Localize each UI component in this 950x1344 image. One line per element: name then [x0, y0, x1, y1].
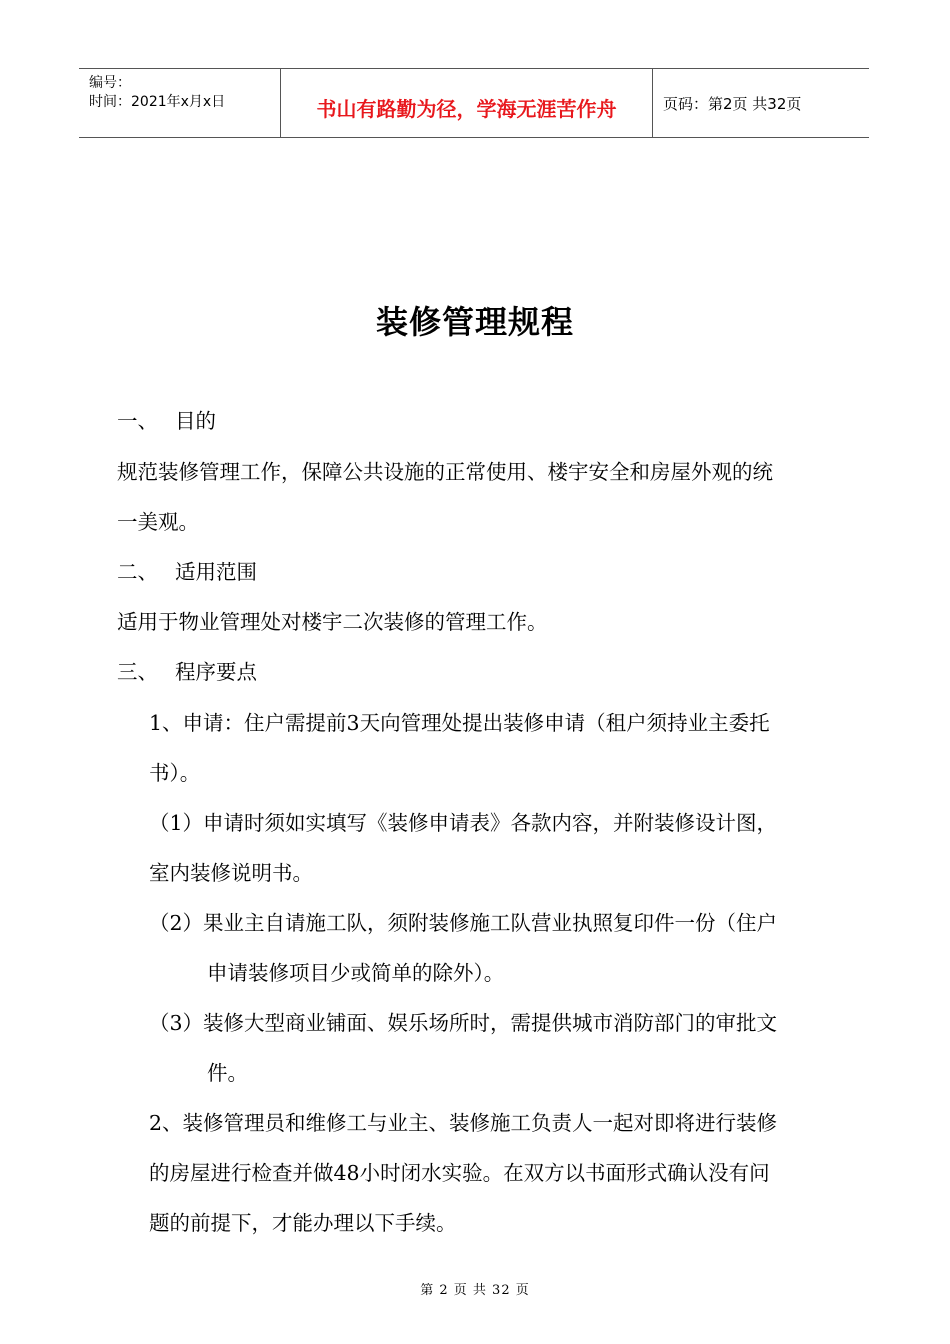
sub-item-line: （1）申请时须如实填写《装修申请表》各款内容，并附装修设计图，	[149, 811, 778, 835]
paragraph-line: 规范装修管理工作，保障公共设施的正常使用、楼宇安全和房屋外观的统	[117, 460, 773, 484]
page-footer: 第 2 页 共 32 页	[420, 1283, 530, 1298]
list-item-line: 的房屋进行检查并做48小时闭水实验。在双方以书面形式确认没有问	[149, 1161, 770, 1185]
time-label: 时间：2021年x月x日	[89, 94, 226, 110]
sub-item-line: 室内装修说明书。	[149, 861, 313, 885]
section-number: 一、	[117, 409, 158, 433]
paragraph-line: 适用于物业管理处对楼宇二次装修的管理工作。	[117, 610, 548, 634]
page-header	[79, 68, 869, 138]
list-item-line: 2、装修管理员和维修工与业主、装修施工负责人一起对即将进行装修	[149, 1111, 778, 1135]
section-title: 适用范围	[175, 560, 257, 584]
header-left-cell	[79, 69, 281, 137]
paragraph-line: 一美观。	[117, 510, 199, 534]
section-heading-3	[117, 655, 257, 685]
section-heading-1	[117, 404, 216, 434]
document-title: 装修管理规程	[375, 303, 574, 341]
header-motto-cell	[281, 69, 653, 137]
sub-item-line: 件。	[207, 1061, 248, 1085]
page-info: 页码：第2页 共32页	[663, 95, 802, 113]
sub-item-line: （3）装修大型商业铺面、娱乐场所时，需提供城市消防部门的审批文	[149, 1011, 778, 1035]
serial-label: 编号：	[89, 75, 131, 91]
section-number: 二、	[117, 560, 158, 584]
header-right-cell	[653, 69, 869, 137]
list-item-line: 书）。	[149, 761, 201, 785]
section-heading-2	[117, 555, 257, 585]
list-item-line: 题的前提下，才能办理以下手续。	[149, 1211, 457, 1235]
sub-item-line: （2）果业主自请施工队，须附装修施工队营业执照复印件一份（住户	[149, 911, 778, 935]
section-title: 目的	[175, 409, 216, 433]
list-item-line: 1、申请：住户需提前3天向管理处提出装修申请（租户须持业主委托	[149, 711, 770, 735]
section-title: 程序要点	[175, 660, 257, 684]
section-number: 三、	[117, 660, 158, 684]
motto: 书山有路勤为径，学海无涯苦作舟	[316, 97, 617, 121]
sub-item-line: 申请装修项目少或简单的除外）。	[207, 961, 505, 985]
